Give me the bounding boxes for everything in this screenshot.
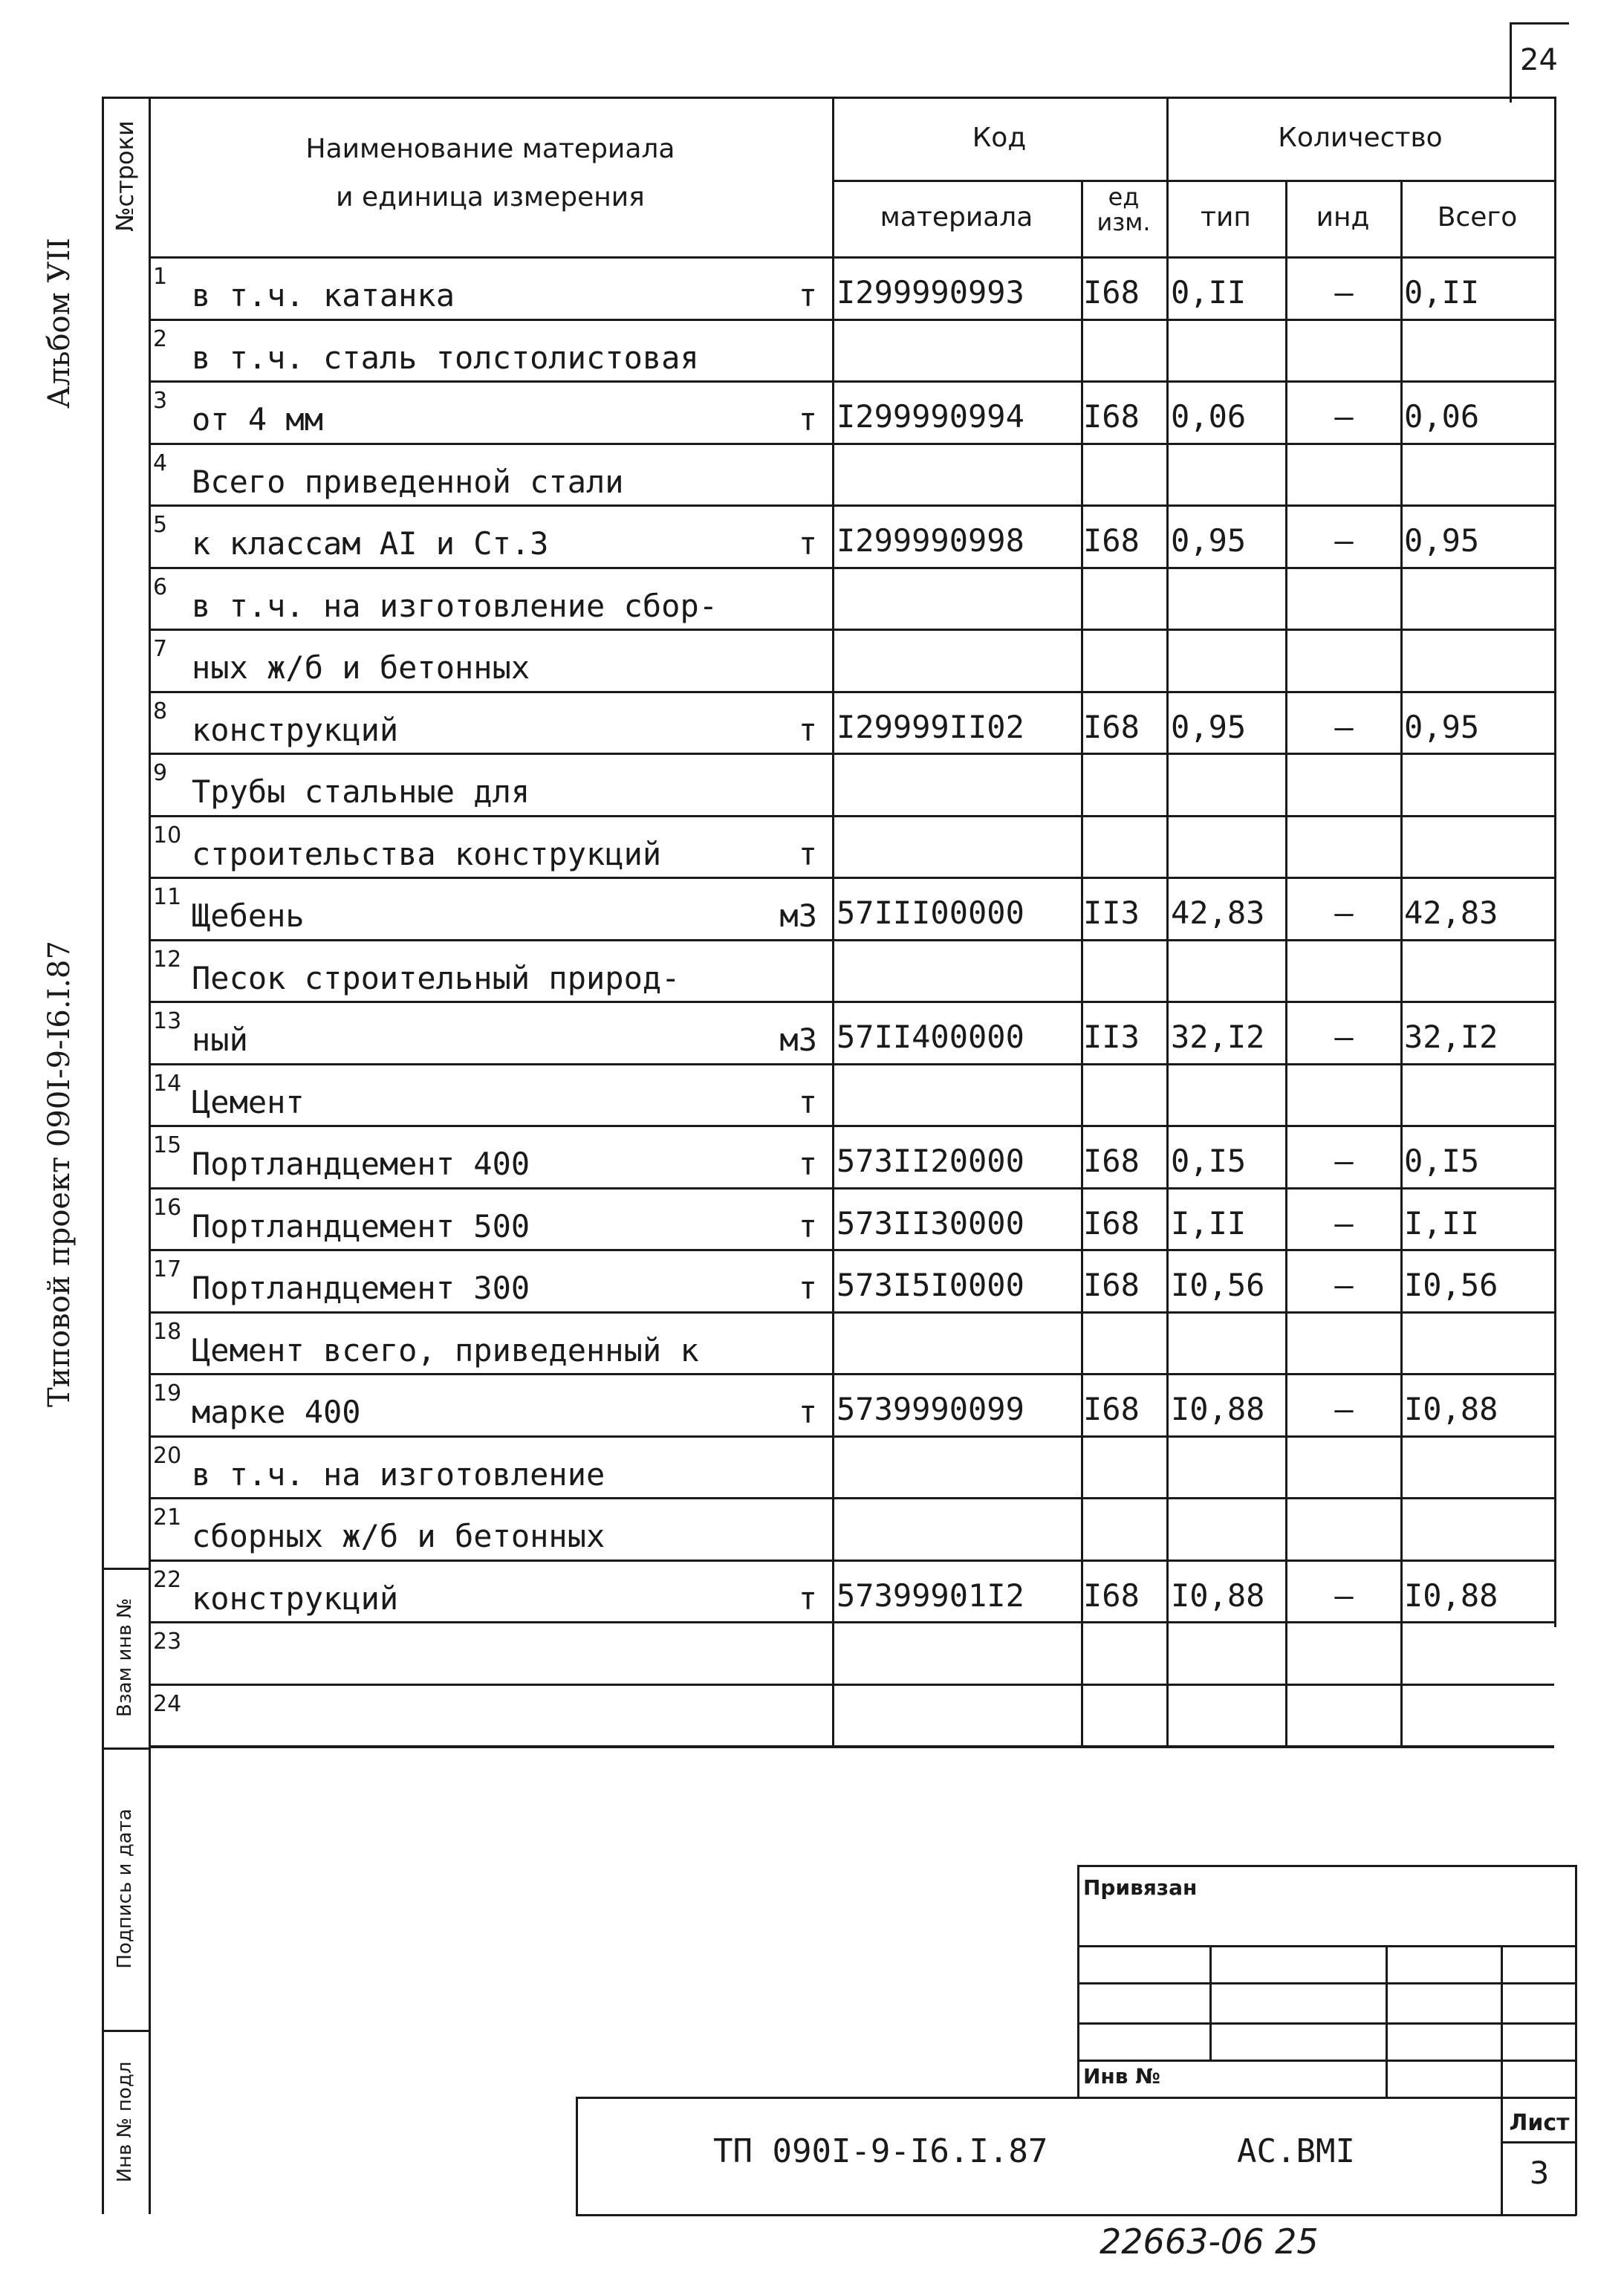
stamp-vline2 xyxy=(1386,1945,1388,2097)
row-tip: 0,I5 xyxy=(1171,1143,1247,1179)
table-right-border xyxy=(1554,97,1556,1627)
row-tip: I0,88 xyxy=(1171,1577,1265,1614)
row-ed: I68 xyxy=(1083,398,1140,435)
row-name: ный xyxy=(192,1022,248,1058)
row-ind: – xyxy=(1334,1205,1354,1242)
row-unit: т xyxy=(798,1084,817,1120)
stamp-vzam-label: Взам инв № xyxy=(114,1598,136,1717)
row-divider xyxy=(149,629,1554,631)
row-name: Цемент всего, приведенный к xyxy=(192,1332,699,1369)
row-code: 573II30000 xyxy=(837,1205,1024,1242)
project-label: Типовой проект 090I-9-I6.I.87 xyxy=(42,941,77,1407)
stamp-vline3 xyxy=(1501,1945,1503,2216)
stamp-podpis-label: Подпись и дата xyxy=(114,1808,136,1969)
header-mid-line xyxy=(832,180,1554,182)
title-block-bottom xyxy=(576,2214,1576,2216)
row-ed: I68 xyxy=(1083,1205,1140,1242)
row-unit: м3 xyxy=(779,898,817,934)
page-number-box-top xyxy=(1510,22,1569,25)
list-box-line xyxy=(1501,2141,1575,2143)
stamp-vline1 xyxy=(1209,1945,1212,2060)
header-ed-line2: изм. xyxy=(1097,208,1151,236)
row-n: 10 xyxy=(153,822,182,848)
row-name: в т.ч. катанка xyxy=(192,277,455,314)
row-n: 24 xyxy=(153,1691,182,1717)
row-name: в т.ч. на изготовление xyxy=(192,1456,605,1493)
row-tip: I0,88 xyxy=(1171,1391,1265,1427)
row-n: 1 xyxy=(153,264,168,290)
row-divider xyxy=(149,443,1554,445)
row-tip: 0,06 xyxy=(1171,398,1247,435)
row-ed: II3 xyxy=(1083,1019,1140,1055)
header-bottom-line xyxy=(149,256,1554,259)
row-name: в т.ч. на изготовление сбор- xyxy=(192,588,718,624)
row-divider xyxy=(149,1435,1554,1438)
stamp-right-line xyxy=(1575,1865,1577,2216)
title-mark: АС.ВМI xyxy=(1237,2132,1355,2170)
row-divider xyxy=(149,380,1554,383)
row-ind: – xyxy=(1334,274,1354,311)
row-divider xyxy=(149,1621,1554,1623)
row-divider xyxy=(149,1249,1554,1251)
row-unit: т xyxy=(798,1208,817,1244)
row-vsego: 42,83 xyxy=(1404,895,1498,931)
row-name: конструкций xyxy=(192,712,399,748)
row-tip: 32,I2 xyxy=(1171,1019,1265,1055)
col-line-ind xyxy=(1400,180,1403,1746)
row-unit: т xyxy=(798,277,817,314)
row-n: 21 xyxy=(153,1505,182,1531)
row-vsego: 32,I2 xyxy=(1404,1019,1498,1055)
row-name: конструкций xyxy=(192,1580,399,1617)
row-name: Цемент xyxy=(192,1084,305,1120)
row-n: 20 xyxy=(153,1443,182,1469)
header-name-line2: и единица измерения xyxy=(336,182,645,212)
stamp-col-div1 xyxy=(102,1747,151,1750)
header-kod: Код xyxy=(972,123,1027,153)
title-block-top xyxy=(576,2097,1576,2099)
row-code: 57II400000 xyxy=(837,1019,1024,1055)
row-divider xyxy=(149,939,1554,941)
row-divider xyxy=(149,1560,1554,1562)
row-divider xyxy=(149,815,1554,817)
row-divider xyxy=(149,1497,1554,1499)
row-divider xyxy=(149,877,1554,879)
row-name: ных ж/б и бетонных xyxy=(192,649,530,686)
row-unit: т xyxy=(798,525,817,562)
row-name: Всего приведенной стали xyxy=(192,464,624,500)
page-number: 24 xyxy=(1520,43,1558,77)
row-ind: – xyxy=(1334,1577,1354,1614)
row-name: Трубы стальные для xyxy=(192,773,530,810)
row-name: Песок строительный природ- xyxy=(192,960,681,996)
row-vsego: I0,88 xyxy=(1404,1391,1498,1427)
row-tip: I,II xyxy=(1171,1205,1247,1242)
row-code: 573II20000 xyxy=(837,1143,1024,1179)
row-vsego: I,II xyxy=(1404,1205,1480,1242)
row-unit: т xyxy=(798,1146,817,1182)
row-name: Портландцемент 500 xyxy=(192,1208,530,1244)
row-n: 7 xyxy=(153,636,168,662)
stamp-privyazan: Привязан xyxy=(1083,1875,1198,1900)
row-code: 57III00000 xyxy=(837,895,1024,931)
row-n: 15 xyxy=(153,1132,182,1158)
row-ed: II3 xyxy=(1083,895,1140,931)
row-name: сборных ж/б и бетонных xyxy=(192,1518,605,1554)
row-ind: – xyxy=(1334,895,1354,931)
row-vsego: 0,95 xyxy=(1404,709,1480,745)
row-n: 5 xyxy=(153,512,168,538)
row-vsego: 0,I5 xyxy=(1404,1143,1480,1179)
row-divider xyxy=(149,1125,1554,1127)
row-tip: 42,83 xyxy=(1171,895,1265,931)
row-vsego: I0,88 xyxy=(1404,1577,1498,1614)
row-n: 12 xyxy=(153,947,182,973)
row-unit: т xyxy=(798,836,817,872)
row-name: Щебень xyxy=(192,898,305,934)
row-ind: – xyxy=(1334,1267,1354,1303)
title-block-left xyxy=(576,2097,578,2216)
row-divider xyxy=(149,567,1554,569)
header-ed xyxy=(1081,184,1166,235)
row-unit: т xyxy=(798,1580,817,1617)
header-ind: инд xyxy=(1316,202,1370,233)
row-n: 14 xyxy=(153,1071,182,1097)
header-row-no: №строки xyxy=(111,120,139,232)
row-n: 23 xyxy=(153,1629,182,1655)
header-name-line1: Наименование материала xyxy=(305,134,675,164)
row-vsego: I0,56 xyxy=(1404,1267,1498,1303)
row-divider xyxy=(149,319,1554,321)
row-n: 22 xyxy=(153,1567,182,1593)
row-divider xyxy=(149,504,1554,507)
row-ed: I68 xyxy=(1083,1267,1140,1303)
header-vsego: Всего xyxy=(1437,202,1518,233)
footer-number: 22663-06 25 xyxy=(1100,2222,1319,2262)
row-ed: I68 xyxy=(1083,274,1140,311)
row-divider xyxy=(149,753,1554,755)
stamp-inv-podl-label: Инв № подл xyxy=(114,2061,136,2183)
row-ed: I68 xyxy=(1083,1391,1140,1427)
stamp-top-line xyxy=(1077,1865,1576,1867)
header-ed-line1: ед xyxy=(1108,183,1140,211)
row-name: Портландцемент 300 xyxy=(192,1270,530,1306)
row-ed: I68 xyxy=(1083,522,1140,559)
row-divider xyxy=(149,1373,1554,1375)
row-tip: 0,95 xyxy=(1171,522,1247,559)
row-ind: – xyxy=(1334,709,1354,745)
row-n: 17 xyxy=(153,1256,182,1282)
table-top-border xyxy=(102,97,1554,99)
row-name: от 4 мм xyxy=(192,401,324,438)
row-name: строительства конструкций xyxy=(192,836,662,872)
list-value: 3 xyxy=(1529,2155,1550,2191)
row-code: 573I5I0000 xyxy=(837,1267,1024,1303)
row-code: 57399901I2 xyxy=(837,1577,1024,1614)
row-name: Портландцемент 400 xyxy=(192,1146,530,1182)
row-n: 3 xyxy=(153,388,168,414)
row-unit: т xyxy=(798,1270,817,1306)
row-ind: – xyxy=(1334,1019,1354,1055)
row-n: 11 xyxy=(153,884,182,910)
row-divider xyxy=(149,1001,1554,1003)
row-divider xyxy=(149,1745,1554,1747)
row-code: I299990993 xyxy=(837,274,1024,311)
stamp-col-outer xyxy=(102,1568,104,2214)
row-ed: I68 xyxy=(1083,1577,1140,1614)
row-tip: 0,95 xyxy=(1171,709,1247,745)
row-code: I29999II02 xyxy=(837,709,1024,745)
table-left-border xyxy=(102,97,104,1568)
row-ed: I68 xyxy=(1083,1143,1140,1179)
header-kolichestvo: Количество xyxy=(1278,123,1443,153)
row-code: I299990998 xyxy=(837,522,1024,559)
row-unit: м3 xyxy=(779,1022,817,1058)
stamp-left-line xyxy=(1077,1865,1079,2097)
row-n: 6 xyxy=(153,574,168,600)
row-unit: т xyxy=(798,1394,817,1430)
row-ind: – xyxy=(1334,398,1354,435)
row-unit: т xyxy=(798,712,817,748)
title-designation: ТП 090I-9-I6.I.87 xyxy=(713,2132,1048,2170)
row-vsego: 0,II xyxy=(1404,274,1480,311)
row-n: 2 xyxy=(153,326,168,352)
list-label: Лист xyxy=(1509,2110,1570,2136)
row-ed: I68 xyxy=(1083,709,1140,745)
row-n: 13 xyxy=(153,1008,182,1034)
row-vsego: 0,95 xyxy=(1404,522,1480,559)
row-tip: 0,II xyxy=(1171,274,1247,311)
page-number-box-left xyxy=(1510,22,1512,103)
row-code: 5739990099 xyxy=(837,1391,1024,1427)
row-ind: – xyxy=(1334,522,1354,559)
row-code: I299990994 xyxy=(837,398,1024,435)
row-name: марке 400 xyxy=(192,1394,361,1430)
row-n: 4 xyxy=(153,450,168,476)
row-name: в т.ч. сталь толстолистовая xyxy=(192,340,699,376)
row-ind: – xyxy=(1334,1143,1354,1179)
row-divider xyxy=(149,1311,1554,1314)
row-tip: I0,56 xyxy=(1171,1267,1265,1303)
row-n: 8 xyxy=(153,698,168,724)
row-unit: т xyxy=(798,401,817,438)
row-divider xyxy=(149,1187,1554,1190)
album-label: Альбом УII xyxy=(42,238,77,409)
header-material: материала xyxy=(880,202,1033,233)
header-tip: тип xyxy=(1201,202,1251,233)
row-ind: – xyxy=(1334,1391,1354,1427)
row-divider xyxy=(149,1684,1554,1686)
row-vsego: 0,06 xyxy=(1404,398,1480,435)
row-n: 16 xyxy=(153,1195,182,1221)
row-n: 19 xyxy=(153,1380,182,1406)
row-n: 9 xyxy=(153,760,168,786)
row-divider xyxy=(149,691,1554,693)
row-n: 18 xyxy=(153,1319,182,1345)
row-name: к классам AI и Ст.3 xyxy=(192,525,549,562)
stamp-inv-no: Инв № xyxy=(1083,2064,1160,2089)
stamp-col-div2 xyxy=(102,2030,151,2032)
row-divider xyxy=(149,1063,1554,1065)
